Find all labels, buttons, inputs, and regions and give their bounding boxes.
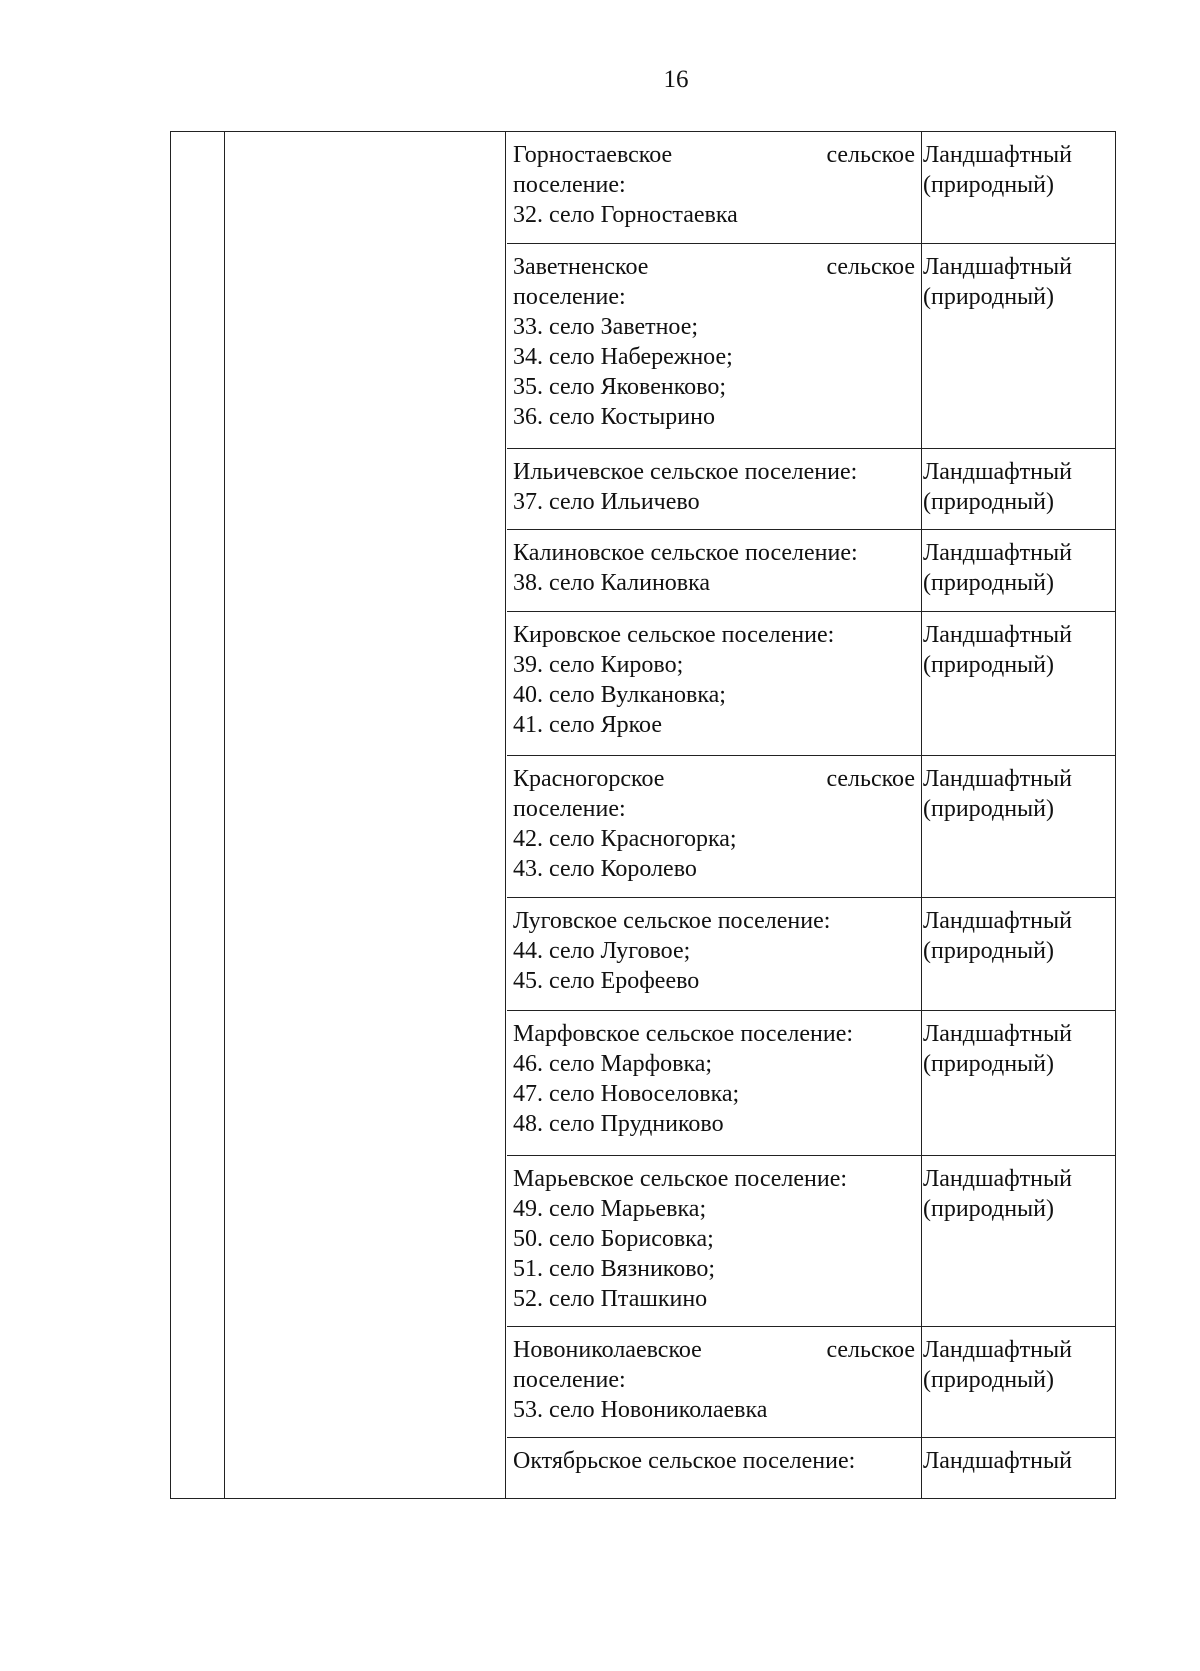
column-divider-2	[505, 132, 506, 1498]
type-label: Ландшафтный	[923, 1448, 1072, 1474]
type-sublabel: (природный)	[923, 796, 1055, 822]
type-label: Ландшафтный	[923, 1021, 1072, 1047]
table-row	[507, 530, 1115, 612]
settlement-cell	[513, 457, 915, 517]
column-divider-1	[224, 132, 225, 1498]
settlement-word: сельское	[826, 142, 915, 168]
settlement-cell	[513, 1446, 915, 1476]
settlement-heading	[513, 252, 915, 282]
settlement-cell	[513, 620, 915, 740]
village-item: 34. село Набережное;	[513, 344, 733, 370]
settlement-cell	[513, 1164, 915, 1314]
type-label: Ландшафтный	[923, 142, 1072, 168]
type-sublabel: (природный)	[923, 938, 1055, 964]
settlement-cell	[513, 764, 915, 884]
village-item: 38. село Калиновка	[513, 570, 711, 596]
table-row	[507, 132, 1115, 244]
type-cell	[923, 1446, 1113, 1476]
type-label: Ландшафтный	[923, 254, 1072, 280]
table-row	[507, 244, 1115, 449]
settlement-word: сельское	[826, 254, 915, 280]
table-row	[507, 1156, 1115, 1327]
settlement-name: Октябрьское сельское поселение:	[513, 1448, 856, 1474]
village-item: 39. село Кирово;	[513, 652, 684, 678]
table-row	[507, 1011, 1115, 1156]
settlement-cell	[513, 1019, 915, 1139]
village-item: 45. село Ерофеево	[513, 968, 700, 994]
settlement-heading	[513, 1335, 915, 1365]
type-cell	[923, 140, 1113, 200]
village-item: 52. село Пташкино	[513, 1286, 708, 1312]
settlement-word: поселение:	[513, 172, 626, 198]
settlement-name: Марьевское сельское поселение:	[513, 1166, 848, 1192]
type-label: Ландшафтный	[923, 622, 1072, 648]
type-sublabel: (природный)	[923, 1196, 1055, 1222]
settlement-name: Калиновское сельское поселение:	[513, 540, 858, 566]
settlements-table	[170, 131, 1116, 1499]
settlement-name: Кировское сельское поселение:	[513, 622, 835, 648]
type-sublabel: (природный)	[923, 1051, 1055, 1077]
settlement-name: Ильичевское сельское поселение:	[513, 459, 858, 485]
village-item: 46. село Марфовка;	[513, 1051, 713, 1077]
settlement-word: поселение:	[513, 1367, 626, 1393]
type-label: Ландшафтный	[923, 766, 1072, 792]
type-cell	[923, 252, 1113, 312]
settlement-cell	[513, 1335, 915, 1425]
type-label: Ландшафтный	[923, 1337, 1072, 1363]
village-item: 48. село Прудниково	[513, 1111, 724, 1137]
settlement-cell	[513, 538, 915, 598]
settlement-name: Луговское сельское поселение:	[513, 908, 831, 934]
village-item: 40. село Вулкановка;	[513, 682, 726, 708]
settlement-cell	[513, 252, 915, 432]
village-item: 43. село Королево	[513, 856, 697, 882]
table-row	[507, 449, 1115, 530]
settlement-word: поселение:	[513, 284, 626, 310]
type-cell	[923, 906, 1113, 966]
village-item: 35. село Яковенково;	[513, 374, 726, 400]
village-item: 33. село Заветное;	[513, 314, 699, 340]
type-cell	[923, 764, 1113, 824]
village-item: 32. село Горностаевка	[513, 202, 738, 228]
type-cell	[923, 538, 1113, 598]
type-label: Ландшафтный	[923, 459, 1072, 485]
village-item: 49. село Марьевка;	[513, 1196, 707, 1222]
page-number: 16	[663, 66, 689, 93]
village-item: 42. село Красногорка;	[513, 826, 737, 852]
type-sublabel: (природный)	[923, 489, 1055, 515]
type-sublabel: (природный)	[923, 284, 1055, 310]
settlement-cell	[513, 140, 915, 230]
settlement-cell	[513, 906, 915, 996]
settlement-heading	[513, 140, 915, 170]
type-label: Ландшафтный	[923, 908, 1072, 934]
village-item: 47. село Новоселовка;	[513, 1081, 740, 1107]
settlement-heading	[513, 764, 915, 794]
settlement-word: поселение:	[513, 796, 626, 822]
table-row	[507, 756, 1115, 898]
village-item: 44. село Луговое;	[513, 938, 691, 964]
village-item: 50. село Борисовка;	[513, 1226, 714, 1252]
settlement-name: Заветненское	[513, 254, 649, 280]
type-sublabel: (природный)	[923, 1367, 1055, 1393]
type-label: Ландшафтный	[923, 1166, 1072, 1192]
type-sublabel: (природный)	[923, 652, 1055, 678]
village-item: 53. село Новониколаевка	[513, 1397, 768, 1423]
settlement-name: Красногорское	[513, 766, 665, 792]
type-label: Ландшафтный	[923, 540, 1072, 566]
type-cell	[923, 620, 1113, 680]
settlement-word: сельское	[826, 1337, 915, 1363]
type-sublabel: (природный)	[923, 172, 1055, 198]
type-cell	[923, 1335, 1113, 1395]
settlement-name: Новониколаевское	[513, 1337, 702, 1363]
village-item: 36. село Костырино	[513, 404, 715, 430]
table-row	[507, 898, 1115, 1011]
table-row	[507, 1438, 1115, 1498]
type-cell	[923, 457, 1113, 517]
table-row	[507, 1327, 1115, 1438]
settlement-word: сельское	[826, 766, 915, 792]
settlement-name: Марфовское сельское поселение:	[513, 1021, 854, 1047]
village-item: 41. село Яркое	[513, 712, 662, 738]
type-sublabel: (природный)	[923, 570, 1055, 596]
village-item: 37. село Ильичево	[513, 489, 700, 515]
table-row	[507, 612, 1115, 756]
type-cell	[923, 1019, 1113, 1079]
settlement-name: Горностаевское	[513, 142, 673, 168]
type-cell	[923, 1164, 1113, 1224]
village-item: 51. село Вязниково;	[513, 1256, 716, 1282]
